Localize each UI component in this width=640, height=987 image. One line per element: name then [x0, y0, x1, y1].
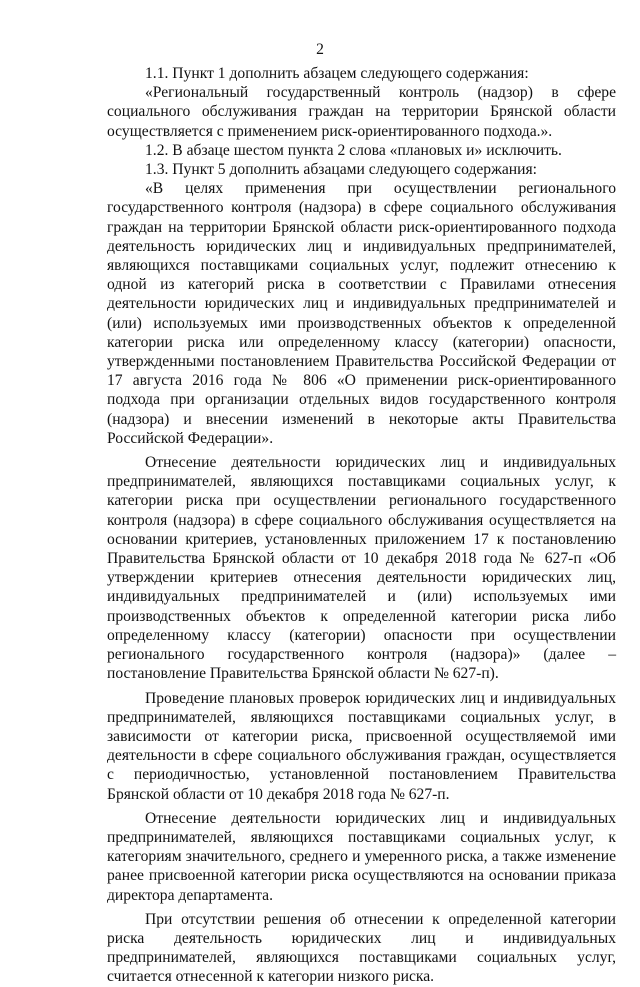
paragraph-risk-category-criteria: Отнесение деятельности юридических лиц и индивидуальных предпринимателей, являющихся поставщиками социальных услуг, к категории риска при осуществлении регионального государственного контроля (надзора) в сфере социального обслуживания осуществляется на основании критериев, установленных приложением 17 к постановлению Правительства Брянской области от 10 декабря 2018 года № 627-п «Об утверждении критериев отнесения деятельности юридических лиц, индивидуальных предпринимателей и (или) используемых ими производственных объектов к определенной категории риска либо определенному классу (категории) опасности при осуществлении регионального государственного контроля (надзора)» (далее – постановление Правительства Брянской области № 627-п). — [107, 454, 616, 683]
paragraph-1-3: 1.3. Пункт 5 дополнить абзацами следующего содержания: — [145, 161, 537, 179]
document-body — [107, 64, 616, 987]
page-number: 2 — [316, 41, 324, 58]
paragraph-category-order: Отнесение деятельности юридических лиц и индивидуальных предпринимателей, являющихся поставщиками социальных услуг, к категориям значительного, среднего и умеренного риска, а также изменение ранее присвоенной категории риска осуществляются на основании приказа директора департамента. — [107, 809, 616, 904]
paragraph-1-1: 1.1. Пункт 1 дополнить абзацем следующего содержания: — [145, 65, 529, 82]
paragraph-1-2: 1.2. В абзаце шестом пункта 2 слова «плановых и» исключить. — [145, 141, 562, 159]
paragraph-low-risk-default: При отсутствии решения об отнесении к определенной категории риска деятельность юридических лиц и индивидуальных предпринимателей, являющихся поставщиками социальных услуг, считается отнесенной к категории низкого риска. — [107, 910, 616, 986]
paragraph-risk-approach: «В целях применения при осуществлении регионального государственного контроля (надзора) в сфере социального обслуживания граждан на территории Брянской области риск-ориентированного подхода деятельность юридических лиц и индивидуальных предпринимателей, являющихся поставщиками социальных услуг, подлежит отнесению к одной из категорий риска в соответствии с Правилами отнесения деятельности юридических лиц и индивидуальных предпринимателей и (или) используемых ими производственных объектов к определенной категории риска или определенному классу (категории) опасности, утвержденными постановлением Правительства Российской Федерации от 17 августа 2016 года № 806 «О применении риск-ориентированного подхода при организации отдельных видов государственного контроля (надзора) и внесении изменений в некоторые акты Правительства Российской Федерации». — [107, 180, 616, 447]
paragraph-planned-inspections: Проведение плановых проверок юридических лиц и индивидуальных предпринимателей, являющихся поставщиками социальных услуг, в зависимости от категории риска, присвоенной осуществляемой ими деятельности в сфере социального обслуживания граждан, осуществляется с периодичностью, установленной постановлением Правительства Брянской области от 10 декабря 2018 года № 627-п. — [107, 689, 616, 803]
paragraph-quote-regional-control: «Региональный государственный контроль (надзор) в сфере социального обслуживания граждан на территории Брянской области осуществляется с применением риск-ориентированного подхода.». — [107, 84, 616, 140]
